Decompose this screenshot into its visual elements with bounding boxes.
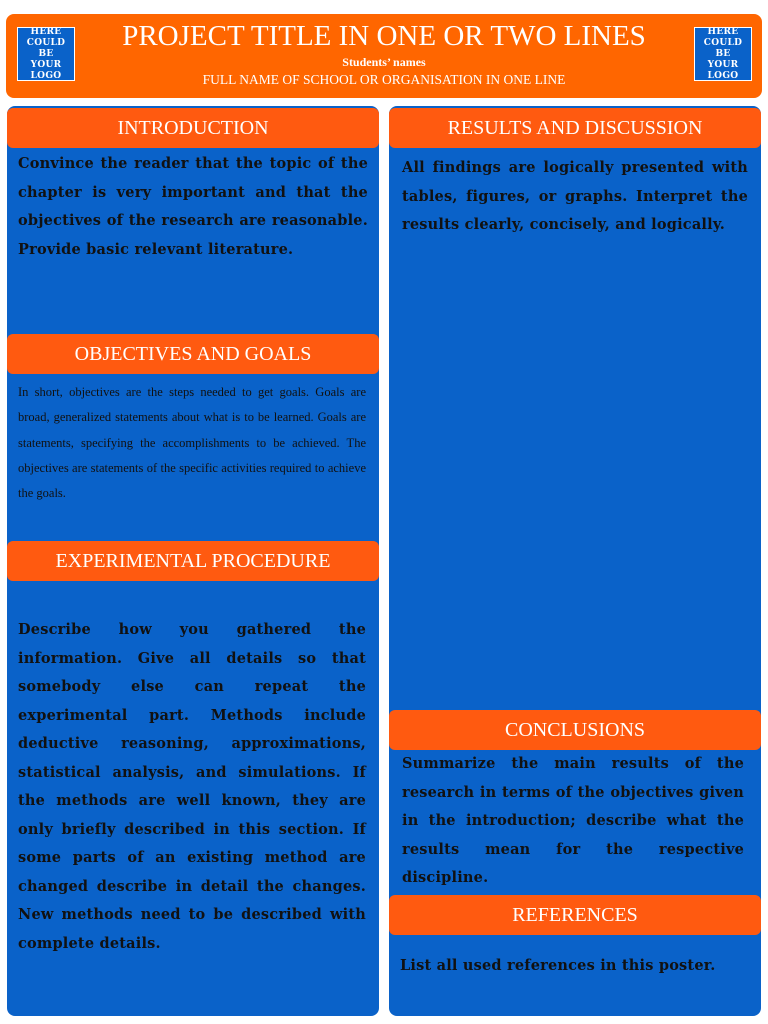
- school-name: FULL NAME OF SCHOOL OR ORGANISATION IN ONE LINE: [202, 72, 566, 87]
- references-heading: REFERENCES: [389, 895, 761, 935]
- objectives-heading: OBJECTIVES AND GOALS: [7, 334, 379, 374]
- introduction-text: Convince the reader that the topic of the chapter is very important and that the objectives of the research are reasonable. Provide basic relevant literature.: [18, 155, 368, 258]
- conclusions-heading: CONCLUSIONS: [389, 710, 761, 750]
- logo-placeholder-right: HERE COULD BE YOUR LOGO: [694, 27, 752, 81]
- logo-placeholder-left: HERE COULD BE YOUR LOGO: [17, 27, 75, 81]
- experimental-procedure-text: Describe how you gathered the information. Give all details so that somebody else can repeat the experimental part. Methods include deductive reasoning, approximations, statistical analysis, and simulations. If the methods are well known, they are only briefly described in this section. If some parts of an existing method are changed describe in detail the changes. New methods need to be described with complete details.: [18, 621, 366, 952]
- introduction-heading: INTRODUCTION: [7, 108, 379, 148]
- results-text: All findings are logically presented with tables, figures, or graphs. Interpret the results clearly, concisely, and logically.: [402, 159, 748, 233]
- project-title: PROJECT TITLE IN ONE OR TWO LINES: [122, 20, 646, 52]
- objectives-text: In short, objectives are the steps needed to get goals. Goals are broad, generalized statements about what is to be learned. Goals are statements, specifying the accomplishments to be achieved. The objectives are statements of the specific activities required to achieve the goals.: [18, 385, 366, 501]
- experimental-procedure-heading: EXPERIMENTAL PROCEDURE: [7, 541, 379, 581]
- references-text: List all used references in this poster.: [400, 957, 716, 974]
- students-names: Students’ names: [342, 55, 426, 69]
- results-heading: RESULTS AND DISCUSSION: [389, 108, 761, 148]
- conclusions-text: Summarize the main results of the research in terms of the objectives given in the introduction; describe what the results mean for the respective discipline.: [402, 755, 744, 886]
